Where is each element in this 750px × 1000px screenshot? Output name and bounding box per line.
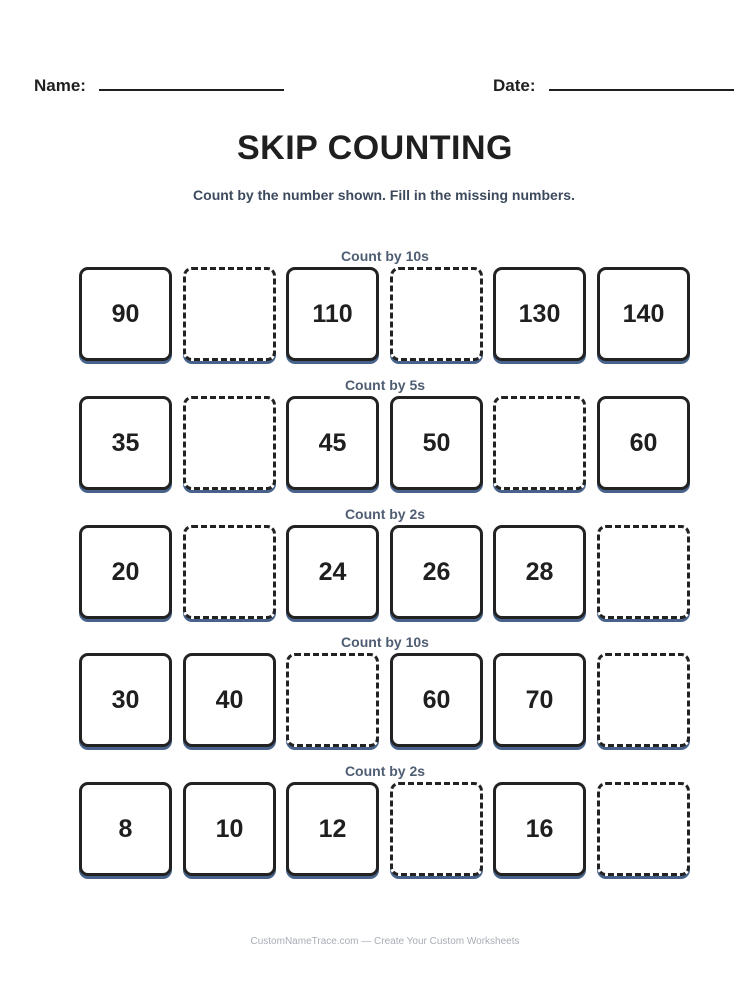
number-box — [79, 267, 172, 361]
number-value: 26 — [422, 557, 451, 586]
header-fields — [34, 76, 736, 98]
number-value: 16 — [525, 814, 554, 843]
number-value: 12 — [318, 814, 347, 843]
number-value: 10 — [215, 814, 244, 843]
number-value: 110 — [312, 299, 353, 328]
answer-box-blank[interactable] — [390, 267, 483, 361]
number-value: 70 — [525, 685, 554, 714]
number-box — [493, 782, 586, 876]
number-value: 30 — [111, 685, 140, 714]
date-field — [493, 76, 734, 96]
number-value: 45 — [318, 428, 347, 457]
row-label: Count by 10s — [341, 634, 429, 650]
number-box — [597, 267, 690, 361]
number-box — [79, 782, 172, 876]
answer-box-blank[interactable] — [183, 267, 276, 361]
number-value: 28 — [525, 557, 554, 586]
number-box — [390, 653, 483, 747]
number-box — [390, 396, 483, 490]
answer-box-blank[interactable] — [493, 396, 586, 490]
number-value: 50 — [422, 428, 451, 457]
number-value: 35 — [111, 428, 140, 457]
answer-box-blank[interactable] — [597, 782, 690, 876]
number-box — [286, 267, 379, 361]
answer-box-blank[interactable] — [183, 396, 276, 490]
row-label: Count by 10s — [341, 248, 429, 264]
instructions: Count by the number shown. Fill in the missing numbers. — [193, 187, 575, 203]
date-line[interactable] — [549, 89, 734, 91]
number-value: 90 — [111, 299, 140, 328]
number-box — [286, 782, 379, 876]
answer-box-blank[interactable] — [183, 525, 276, 619]
number-value: 60 — [629, 428, 658, 457]
number-box — [79, 653, 172, 747]
number-box — [493, 653, 586, 747]
number-box — [79, 525, 172, 619]
number-box — [183, 782, 276, 876]
number-value: 40 — [215, 685, 244, 714]
name-field — [34, 76, 284, 96]
name-label: Name: — [34, 76, 86, 95]
row-label: Count by 2s — [344, 506, 426, 522]
name-line[interactable] — [99, 89, 284, 91]
number-value: 140 — [622, 299, 665, 328]
answer-box-blank[interactable] — [597, 653, 690, 747]
number-box — [286, 396, 379, 490]
number-box — [79, 396, 172, 490]
row-label: Count by 5s — [344, 377, 426, 393]
number-box — [493, 267, 586, 361]
number-box — [286, 525, 379, 619]
number-box — [390, 525, 483, 619]
number-box — [493, 525, 586, 619]
number-value: 24 — [318, 557, 347, 586]
number-value: 130 — [518, 299, 561, 328]
number-box — [597, 396, 690, 490]
number-value: 60 — [422, 685, 451, 714]
answer-box-blank[interactable] — [597, 525, 690, 619]
number-value: 20 — [111, 557, 140, 586]
page-title: SKIP COUNTING — [236, 129, 513, 167]
date-label: Date: — [493, 76, 536, 95]
answer-box-blank[interactable] — [390, 782, 483, 876]
number-box — [183, 653, 276, 747]
answer-box-blank[interactable] — [286, 653, 379, 747]
row-label: Count by 2s — [344, 763, 426, 779]
footer-credit: CustomNameTrace.com — Create Your Custom Worksheets — [250, 936, 520, 947]
number-value: 8 — [118, 814, 133, 843]
